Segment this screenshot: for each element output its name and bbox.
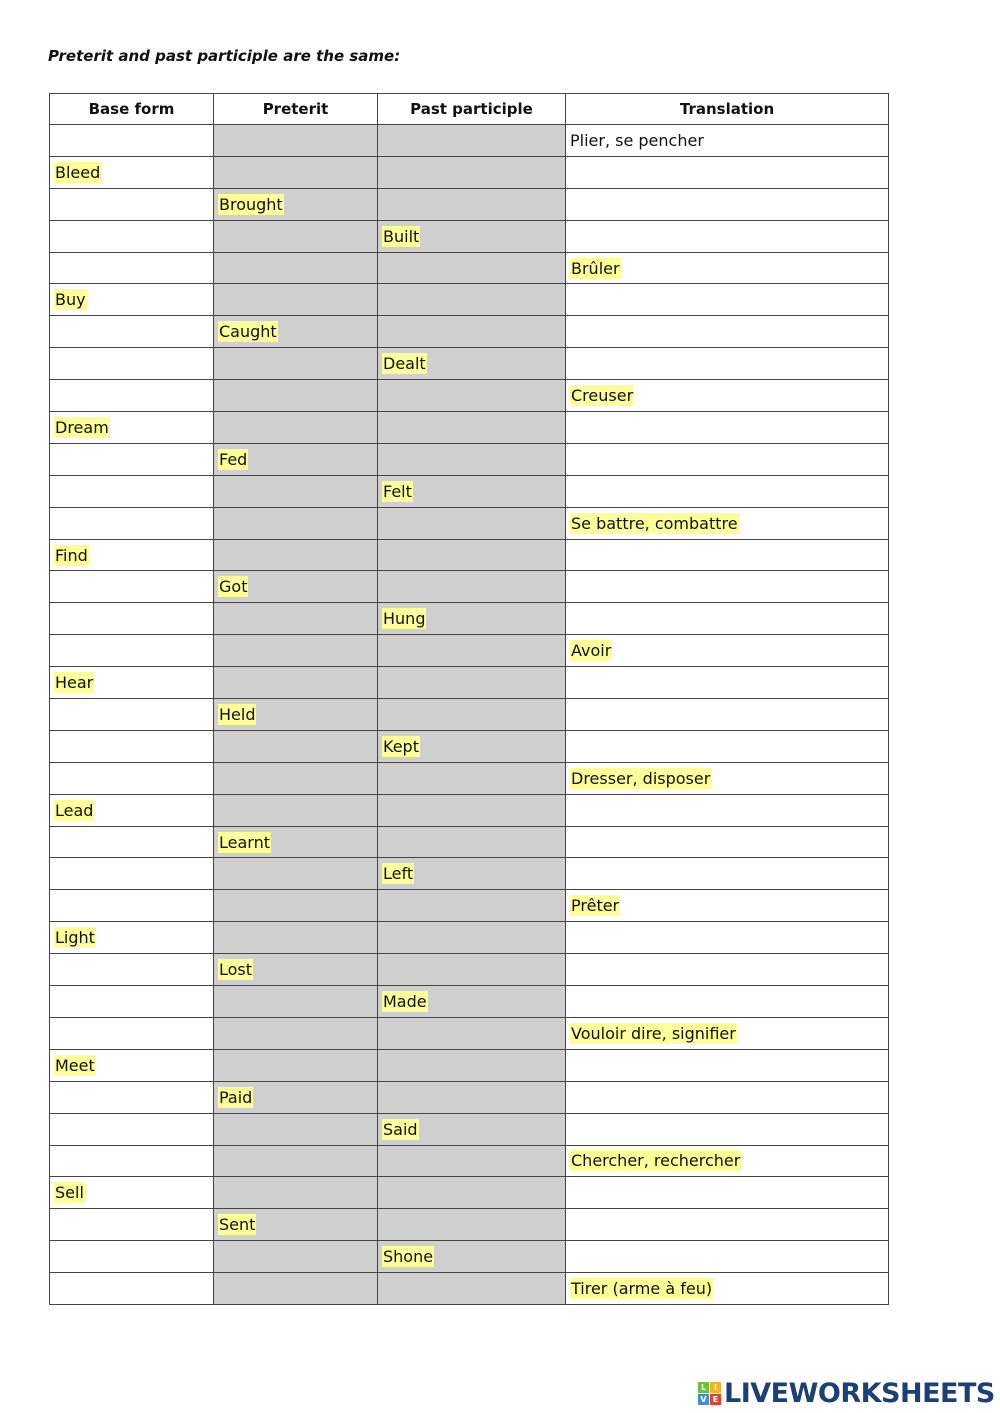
- given-word: Paid: [219, 1087, 253, 1107]
- answer-cell-translation[interactable]: [566, 539, 889, 571]
- cell-past-participle: [378, 858, 566, 890]
- given-word: Meet: [55, 1055, 95, 1075]
- cell-past-participle: [378, 603, 566, 635]
- cell-translation: [566, 1017, 889, 1049]
- answer-cell-translation[interactable]: [566, 412, 889, 444]
- given-word: Got: [219, 577, 248, 597]
- answer-cell-base-form[interactable]: [50, 762, 214, 794]
- given-word: Lost: [219, 960, 253, 980]
- table-row: [50, 539, 889, 571]
- table-row: [50, 1049, 889, 1081]
- cell-base-form: [50, 1177, 214, 1209]
- table-row: [50, 954, 889, 986]
- answer-cell-base-form[interactable]: [50, 1017, 214, 1049]
- cell-preterit: [214, 316, 378, 348]
- answer-cell-preterit[interactable]: [214, 794, 378, 826]
- given-word: Vouloir dire, signifier: [571, 1023, 736, 1043]
- given-word: Sell: [55, 1183, 84, 1203]
- answer-cell-base-form[interactable]: [50, 125, 214, 157]
- answer-cell-translation[interactable]: [566, 1241, 889, 1273]
- answer-cell-base-form[interactable]: [50, 858, 214, 890]
- answer-cell-translation[interactable]: [566, 730, 889, 762]
- answer-cell-translation[interactable]: [566, 1177, 889, 1209]
- answer-cell-past-participle[interactable]: [378, 1081, 566, 1113]
- table-row: [50, 1209, 889, 1241]
- table-row: [50, 922, 889, 954]
- given-word: Se battre, combattre: [571, 513, 738, 533]
- answer-cell-base-form[interactable]: [50, 1113, 214, 1145]
- table-row: [50, 284, 889, 316]
- table-row: [50, 699, 889, 731]
- verb-table: [49, 93, 889, 1305]
- given-word: Dream: [55, 417, 109, 437]
- answer-cell-base-form[interactable]: [50, 826, 214, 858]
- cell-base-form: [50, 1049, 214, 1081]
- given-word: Felt: [383, 481, 412, 501]
- cell-preterit: [214, 826, 378, 858]
- cell-past-participle: [378, 986, 566, 1018]
- answer-cell-translation[interactable]: [566, 284, 889, 316]
- answer-cell-translation[interactable]: [566, 986, 889, 1018]
- answer-cell-past-participle[interactable]: [378, 507, 566, 539]
- answer-cell-past-participle[interactable]: [378, 125, 566, 157]
- given-word: Bleed: [55, 162, 101, 182]
- given-word: Made: [383, 991, 427, 1011]
- given-word: Held: [219, 704, 256, 724]
- liveworksheets-logo: [698, 1378, 995, 1409]
- cell-translation: [566, 1145, 889, 1177]
- answer-cell-past-participle[interactable]: [378, 1177, 566, 1209]
- answer-cell-base-form[interactable]: [50, 986, 214, 1018]
- answer-cell-base-form[interactable]: [50, 1273, 214, 1305]
- cell-translation: [566, 635, 889, 667]
- table-row: [50, 986, 889, 1018]
- answer-cell-past-participle[interactable]: [378, 1049, 566, 1081]
- worksheet-title: Preterit and past participle are the same:: [48, 47, 401, 65]
- answer-cell-preterit[interactable]: [214, 252, 378, 284]
- cell-past-participle: [378, 220, 566, 252]
- answer-cell-preterit[interactable]: [214, 922, 378, 954]
- given-translation: Plier, se pencher: [570, 130, 704, 150]
- answer-cell-preterit[interactable]: [214, 220, 378, 252]
- table-row: [50, 794, 889, 826]
- given-word: Learnt: [219, 832, 270, 852]
- cell-past-participle: [378, 1113, 566, 1145]
- table-row: [50, 1177, 889, 1209]
- answer-cell-base-form[interactable]: [50, 890, 214, 922]
- answer-cell-base-form[interactable]: [50, 1241, 214, 1273]
- answer-cell-base-form[interactable]: [50, 220, 214, 252]
- cell-preterit: [214, 699, 378, 731]
- answer-cell-preterit[interactable]: [214, 380, 378, 412]
- answer-cell-preterit[interactable]: [214, 1113, 378, 1145]
- answer-cell-past-participle[interactable]: [378, 284, 566, 316]
- cell-preterit: [214, 1081, 378, 1113]
- cell-base-form: [50, 539, 214, 571]
- cell-translation: [566, 1273, 889, 1305]
- given-word: Dresser, disposer: [571, 768, 711, 788]
- answer-cell-base-form[interactable]: [50, 1081, 214, 1113]
- answer-cell-past-participle[interactable]: [378, 699, 566, 731]
- answer-cell-base-form[interactable]: [50, 443, 214, 475]
- cell-preterit: [214, 188, 378, 220]
- logo-letter: I: [710, 1382, 721, 1393]
- table-row: [50, 1273, 889, 1305]
- answer-cell-preterit[interactable]: [214, 858, 378, 890]
- answer-cell-past-participle[interactable]: [378, 922, 566, 954]
- answer-cell-past-participle[interactable]: [378, 252, 566, 284]
- answer-cell-past-participle[interactable]: [378, 443, 566, 475]
- answer-cell-preterit[interactable]: [214, 730, 378, 762]
- answer-cell-translation[interactable]: [566, 220, 889, 252]
- table-row: [50, 316, 889, 348]
- cell-past-participle: [378, 475, 566, 507]
- answer-cell-translation[interactable]: [566, 858, 889, 890]
- cell-base-form: [50, 922, 214, 954]
- header-past-participle: Past participle: [378, 94, 566, 125]
- table-row: [50, 635, 889, 667]
- table-row: [50, 603, 889, 635]
- table-row: [50, 1241, 889, 1273]
- answer-cell-base-form[interactable]: [50, 571, 214, 603]
- header-preterit: Preterit: [214, 94, 378, 125]
- table-row: [50, 1113, 889, 1145]
- given-word: Lead: [55, 800, 94, 820]
- answer-cell-past-participle[interactable]: [378, 762, 566, 794]
- table-row: [50, 443, 889, 475]
- answer-cell-base-form[interactable]: [50, 380, 214, 412]
- answer-cell-preterit[interactable]: [214, 1273, 378, 1305]
- header-translation: Translation: [566, 94, 889, 125]
- answer-cell-base-form[interactable]: [50, 635, 214, 667]
- table-row: [50, 125, 889, 157]
- answer-cell-translation[interactable]: [566, 443, 889, 475]
- answer-cell-base-form[interactable]: [50, 699, 214, 731]
- given-word: Kept: [383, 736, 419, 756]
- cell-past-participle: [378, 730, 566, 762]
- table-row: [50, 220, 889, 252]
- given-word: Prêter: [571, 896, 620, 916]
- table-row: [50, 730, 889, 762]
- answer-cell-preterit[interactable]: [214, 635, 378, 667]
- cell-base-form: [50, 794, 214, 826]
- logo-squares-icon: [698, 1382, 721, 1405]
- answer-cell-preterit[interactable]: [214, 125, 378, 157]
- answer-cell-translation[interactable]: [566, 571, 889, 603]
- answer-cell-base-form[interactable]: [50, 730, 214, 762]
- given-word: Tirer (arme à feu): [571, 1279, 713, 1298]
- answer-cell-past-participle[interactable]: [378, 794, 566, 826]
- answer-cell-past-participle[interactable]: [378, 1273, 566, 1305]
- answer-cell-preterit[interactable]: [214, 667, 378, 699]
- given-word: Hung: [383, 609, 426, 629]
- table-row: [50, 571, 889, 603]
- answer-cell-preterit[interactable]: [214, 156, 378, 188]
- table-row: [50, 475, 889, 507]
- table-row: [50, 762, 889, 794]
- answer-cell-translation[interactable]: [566, 954, 889, 986]
- answer-cell-preterit[interactable]: [214, 1241, 378, 1273]
- answer-cell-preterit[interactable]: [214, 1049, 378, 1081]
- cell-past-participle: [378, 1241, 566, 1273]
- answer-cell-past-participle[interactable]: [378, 635, 566, 667]
- table-row: [50, 1145, 889, 1177]
- answer-cell-translation[interactable]: [566, 1049, 889, 1081]
- answer-cell-base-form[interactable]: [50, 507, 214, 539]
- given-word: Caught: [219, 322, 277, 342]
- cell-preterit: [214, 1209, 378, 1241]
- table-row: [50, 1017, 889, 1049]
- cell-translation: [566, 890, 889, 922]
- answer-cell-past-participle[interactable]: [378, 1209, 566, 1241]
- given-word: Avoir: [571, 641, 612, 661]
- answer-cell-preterit[interactable]: [214, 603, 378, 635]
- answer-cell-base-form[interactable]: [50, 348, 214, 380]
- table-row: [50, 156, 889, 188]
- answer-cell-base-form[interactable]: [50, 316, 214, 348]
- cell-base-form: [50, 156, 214, 188]
- given-word: Left: [383, 864, 414, 884]
- table-row: [50, 348, 889, 380]
- cell-translation: [566, 125, 889, 157]
- answer-cell-translation[interactable]: [566, 1113, 889, 1145]
- answer-cell-past-participle[interactable]: [378, 316, 566, 348]
- answer-cell-base-form[interactable]: [50, 603, 214, 635]
- given-word: Find: [55, 545, 88, 565]
- given-word: Chercher, rechercher: [571, 1151, 741, 1171]
- cell-base-form: [50, 284, 214, 316]
- answer-cell-preterit[interactable]: [214, 986, 378, 1018]
- table-row: [50, 252, 889, 284]
- answer-cell-past-participle[interactable]: [378, 156, 566, 188]
- answer-cell-preterit[interactable]: [214, 1017, 378, 1049]
- given-word: Creuser: [571, 386, 634, 406]
- cell-base-form: [50, 412, 214, 444]
- table-row: [50, 858, 889, 890]
- answer-cell-translation[interactable]: [566, 1209, 889, 1241]
- answer-cell-past-participle[interactable]: [378, 412, 566, 444]
- cell-preterit: [214, 443, 378, 475]
- table-row: [50, 1081, 889, 1113]
- answer-cell-past-participle[interactable]: [378, 890, 566, 922]
- answer-cell-translation[interactable]: [566, 826, 889, 858]
- answer-cell-preterit[interactable]: [214, 475, 378, 507]
- answer-cell-translation[interactable]: [566, 1081, 889, 1113]
- answer-cell-translation[interactable]: [566, 699, 889, 731]
- cell-preterit: [214, 954, 378, 986]
- cell-translation: [566, 507, 889, 539]
- given-word: Sent: [219, 1215, 256, 1235]
- logo-letter: L: [698, 1382, 709, 1393]
- table-row: [50, 380, 889, 412]
- answer-cell-past-participle[interactable]: [378, 1145, 566, 1177]
- answer-cell-base-form[interactable]: [50, 252, 214, 284]
- answer-cell-past-participle[interactable]: [378, 571, 566, 603]
- logo-letter: V: [698, 1394, 709, 1405]
- answer-cell-translation[interactable]: [566, 316, 889, 348]
- given-word: Fed: [219, 449, 248, 469]
- answer-cell-translation[interactable]: [566, 603, 889, 635]
- header-base-form: Base form: [50, 94, 214, 125]
- answer-cell-base-form[interactable]: [50, 475, 214, 507]
- answer-cell-past-participle[interactable]: [378, 539, 566, 571]
- cell-translation: [566, 380, 889, 412]
- answer-cell-translation[interactable]: [566, 475, 889, 507]
- given-word: Buy: [55, 290, 86, 310]
- logo-text: LIVEWORKSHEETS: [724, 1378, 995, 1409]
- answer-cell-preterit[interactable]: [214, 284, 378, 316]
- table-row: [50, 507, 889, 539]
- cell-preterit: [214, 571, 378, 603]
- answer-cell-past-participle[interactable]: [378, 380, 566, 412]
- answer-cell-preterit[interactable]: [214, 1177, 378, 1209]
- table-row: [50, 826, 889, 858]
- table-row: [50, 412, 889, 444]
- answer-cell-preterit[interactable]: [214, 507, 378, 539]
- answer-cell-past-participle[interactable]: [378, 826, 566, 858]
- answer-cell-translation[interactable]: [566, 922, 889, 954]
- given-word: Brûler: [571, 258, 620, 278]
- cell-base-form: [50, 667, 214, 699]
- answer-cell-past-participle[interactable]: [378, 1017, 566, 1049]
- answer-cell-preterit[interactable]: [214, 539, 378, 571]
- table-row: [50, 890, 889, 922]
- answer-cell-translation[interactable]: [566, 794, 889, 826]
- table-row: [50, 188, 889, 220]
- cell-past-participle: [378, 348, 566, 380]
- answer-cell-preterit[interactable]: [214, 412, 378, 444]
- answer-cell-past-participle[interactable]: [378, 954, 566, 986]
- table-row: [50, 667, 889, 699]
- answer-cell-preterit[interactable]: [214, 1145, 378, 1177]
- logo-letter: E: [710, 1394, 721, 1405]
- given-word: Dealt: [383, 354, 426, 374]
- given-word: Said: [383, 1119, 418, 1139]
- given-word: Light: [55, 928, 95, 948]
- cell-translation: [566, 762, 889, 794]
- given-word: Built: [383, 226, 420, 246]
- answer-cell-preterit[interactable]: [214, 890, 378, 922]
- given-word: Shone: [383, 1247, 434, 1267]
- given-word: Hear: [55, 673, 94, 693]
- answer-cell-base-form[interactable]: [50, 188, 214, 220]
- given-word: Brought: [219, 194, 283, 214]
- cell-translation: [566, 252, 889, 284]
- answer-cell-translation[interactable]: [566, 188, 889, 220]
- answer-cell-translation[interactable]: [566, 667, 889, 699]
- answer-cell-preterit[interactable]: [214, 762, 378, 794]
- answer-cell-base-form[interactable]: [50, 954, 214, 986]
- answer-cell-base-form[interactable]: [50, 1145, 214, 1177]
- answer-cell-preterit[interactable]: [214, 348, 378, 380]
- header-row: [50, 94, 889, 125]
- answer-cell-translation[interactable]: [566, 156, 889, 188]
- answer-cell-translation[interactable]: [566, 348, 889, 380]
- answer-cell-past-participle[interactable]: [378, 667, 566, 699]
- answer-cell-past-participle[interactable]: [378, 188, 566, 220]
- answer-cell-base-form[interactable]: [50, 1209, 214, 1241]
